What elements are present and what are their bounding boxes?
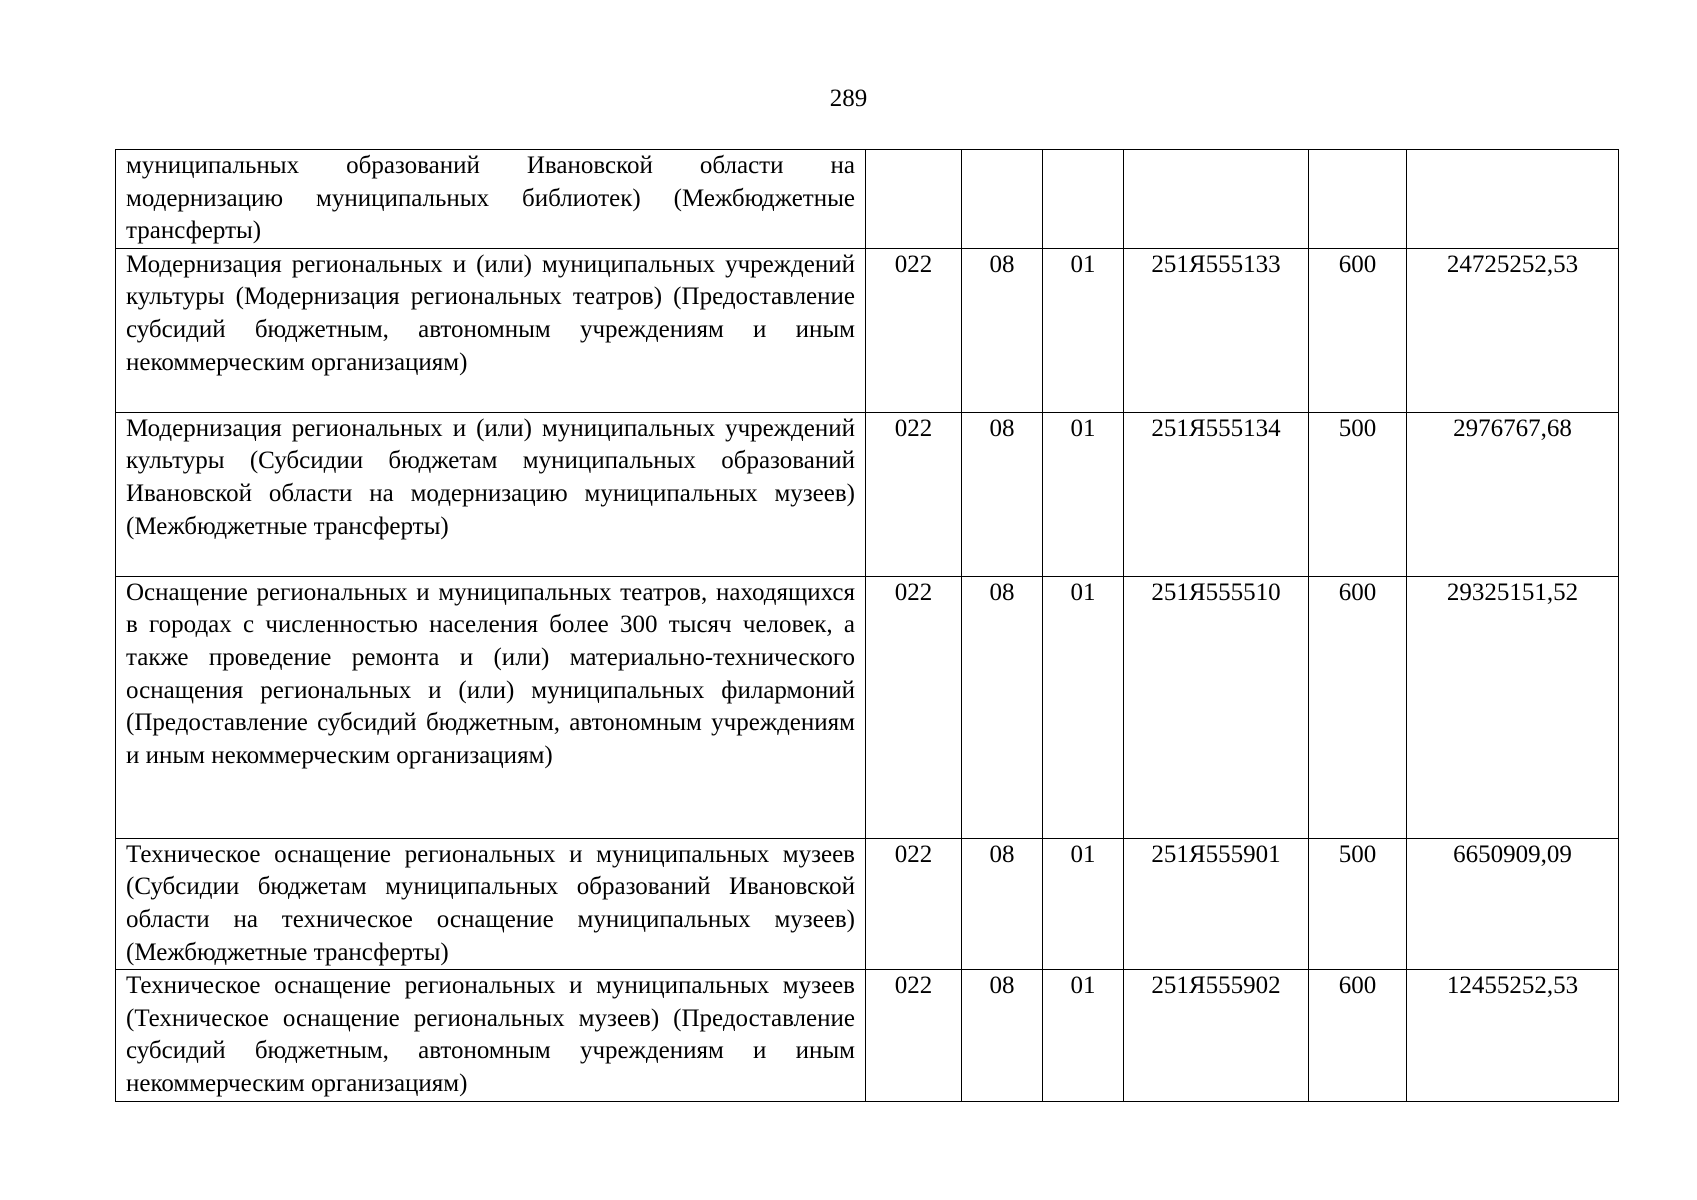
table-row bbox=[116, 248, 1619, 412]
section-code-cell: 08 bbox=[962, 838, 1043, 969]
subsection-code-cell: 01 bbox=[1043, 838, 1124, 969]
target-code-cell: 251Я555901 bbox=[1124, 838, 1309, 969]
expense-type-cell: 500 bbox=[1309, 412, 1407, 576]
section-code-cell: 08 bbox=[962, 248, 1043, 412]
table-row bbox=[116, 970, 1619, 1101]
subsection-code-cell bbox=[1043, 150, 1124, 249]
row-name-cell: Техническое оснащение региональных и муниципальных музеев (Техническое оснащение региональных музеев) (Предоставление субсидий бюджетным, автономным учреждениям и иным некоммерческим организациям) bbox=[116, 970, 866, 1101]
target-code-cell bbox=[1124, 150, 1309, 249]
subsection-code-cell: 01 bbox=[1043, 970, 1124, 1101]
ministry-code-cell: 022 bbox=[866, 838, 962, 969]
expense-type-cell: 500 bbox=[1309, 838, 1407, 969]
amount-cell: 12455252,53 bbox=[1407, 970, 1619, 1101]
row-name-cell: Оснащение региональных и муниципальных театров, находящихся в городах с численностью населения более 300 тысяч человек, а также проведение ремонта и (или) материально-технического оснащения региональных и (или) муниципальных филармоний (Предоставление субсидий бюджетным, автономным учреждениям и иным некоммерческим организациям) bbox=[116, 576, 866, 838]
subsection-code-cell: 01 bbox=[1043, 576, 1124, 838]
section-code-cell: 08 bbox=[962, 412, 1043, 576]
ministry-code-cell: 022 bbox=[866, 412, 962, 576]
expense-type-cell: 600 bbox=[1309, 576, 1407, 838]
row-name-cell: Модернизация региональных и (или) муниципальных учреждений культуры (Субсидии бюджетам муниципальных образований Ивановской области на модернизацию муниципальных музеев) (Межбюджетные трансферты) bbox=[116, 412, 866, 576]
table-row bbox=[116, 412, 1619, 576]
target-code-cell: 251Я555902 bbox=[1124, 970, 1309, 1101]
budget-table bbox=[115, 149, 1619, 1102]
section-code-cell: 08 bbox=[962, 970, 1043, 1101]
row-name-cell: Техническое оснащение региональных и муниципальных музеев (Субсидии бюджетам муниципальных образований Ивановской области на техническое оснащение муниципальных музеев) (Межбюджетные трансферты) bbox=[116, 838, 866, 969]
amount-cell: 6650909,09 bbox=[1407, 838, 1619, 969]
table-row bbox=[116, 576, 1619, 838]
target-code-cell: 251Я555134 bbox=[1124, 412, 1309, 576]
expense-type-cell: 600 bbox=[1309, 970, 1407, 1101]
target-code-cell: 251Я555133 bbox=[1124, 248, 1309, 412]
row-name-cell: Модернизация региональных и (или) муниципальных учреждений культуры (Модернизация региональных театров) (Предоставление субсидий бюджетным, автономным учреждениям и иным некоммерческим организациям) bbox=[116, 248, 866, 412]
expense-type-cell: 600 bbox=[1309, 248, 1407, 412]
subsection-code-cell: 01 bbox=[1043, 248, 1124, 412]
amount-cell bbox=[1407, 150, 1619, 249]
target-code-cell: 251Я555510 bbox=[1124, 576, 1309, 838]
section-code-cell bbox=[962, 150, 1043, 249]
subsection-code-cell: 01 bbox=[1043, 412, 1124, 576]
amount-cell: 2976767,68 bbox=[1407, 412, 1619, 576]
amount-cell: 24725252,53 bbox=[1407, 248, 1619, 412]
expense-type-cell bbox=[1309, 150, 1407, 249]
row-name-cell: муниципальных образований Ивановской области на модернизацию муниципальных библиотек) (Межбюджетные трансферты) bbox=[116, 150, 866, 249]
table-row bbox=[116, 150, 1619, 249]
ministry-code-cell: 022 bbox=[866, 576, 962, 838]
ministry-code-cell: 022 bbox=[866, 970, 962, 1101]
amount-cell: 29325151,52 bbox=[1407, 576, 1619, 838]
page-number: 289 bbox=[829, 85, 868, 112]
section-code-cell: 08 bbox=[962, 576, 1043, 838]
ministry-code-cell bbox=[866, 150, 962, 249]
ministry-code-cell: 022 bbox=[866, 248, 962, 412]
table-row bbox=[116, 838, 1619, 969]
